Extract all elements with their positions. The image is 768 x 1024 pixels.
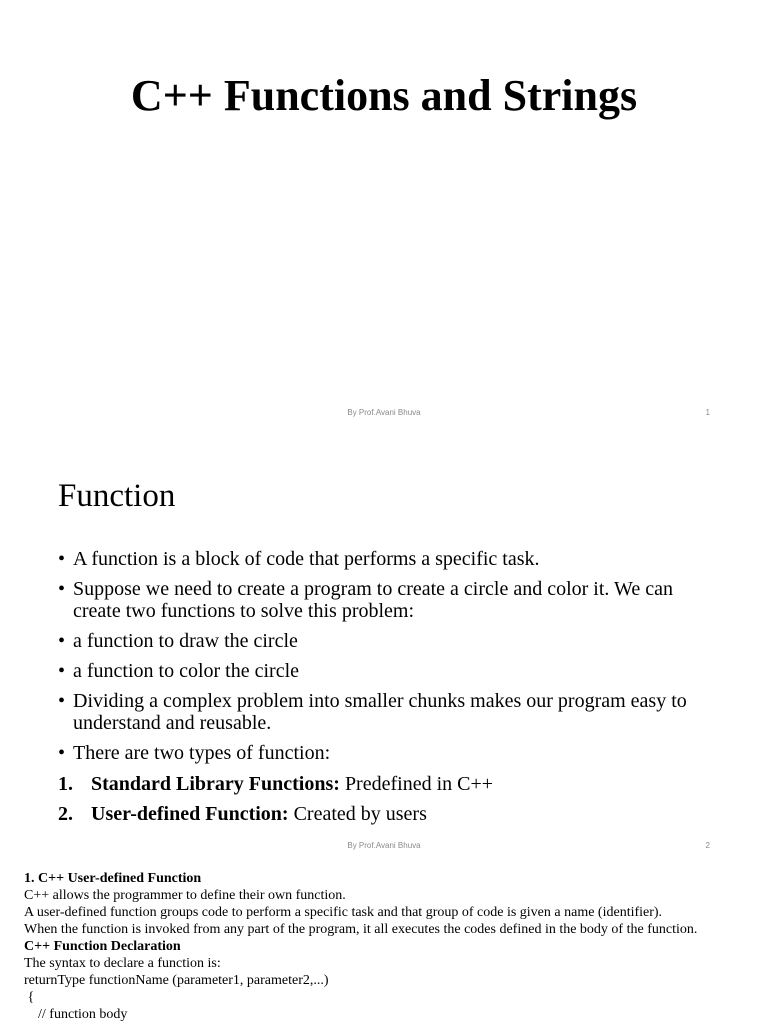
- slide-heading: Function: [58, 478, 176, 514]
- bullet-item: • A function is a block of code that performs a specific task.: [58, 548, 540, 570]
- slide-footer-author: By Prof.Avani Bhuva: [347, 408, 421, 417]
- slide-3: [0, 866, 768, 1024]
- code-line: {: [24, 990, 35, 1005]
- item-term: Standard Library Functions:: [91, 773, 340, 795]
- numbered-item: [58, 803, 708, 825]
- paragraph-line: C++ allows the programmer to define their own function.: [24, 888, 346, 903]
- slide-1: [0, 0, 768, 433]
- bullet-item: • Dividing a complex problem into smaller chunks makes our program easy to understand and reusable.: [58, 690, 687, 734]
- slide-title: C++ Functions and Strings: [130, 71, 638, 120]
- slide-page-number: 2: [705, 841, 710, 850]
- slide-2: [0, 433, 768, 866]
- code-line: // function body: [24, 1007, 128, 1022]
- bullet-icon: •: [58, 630, 66, 652]
- code-line: returnType functionName (parameter1, parameter2,...): [24, 973, 329, 988]
- paragraph-line: When the function is invoked from any part of the program, it all executes the codes defined in the body of the function.: [24, 922, 698, 937]
- numbered-item: [58, 773, 708, 795]
- section-heading: 1. C++ User-defined Function: [24, 871, 202, 886]
- bullet-item: • a function to draw the circle: [58, 630, 298, 652]
- item-description: Predefined in C++: [339, 773, 494, 795]
- numbered-list: [58, 773, 708, 833]
- bullet-list: [58, 548, 708, 772]
- bullet-icon: •: [58, 690, 66, 712]
- paragraph-line: A user-defined function groups code to perform a specific task and that group of code is given a name (identifier).: [24, 905, 663, 920]
- item-description: Created by users: [288, 803, 427, 825]
- bullet-icon: •: [58, 660, 66, 682]
- bullet-icon: •: [58, 548, 66, 570]
- item-term: User-defined Function:: [91, 803, 289, 825]
- slide-page-number: 1: [705, 408, 710, 417]
- section-heading: C++ Function Declaration: [24, 939, 181, 954]
- paragraph-line: The syntax to declare a function is:: [24, 956, 221, 971]
- bullet-icon: •: [58, 742, 66, 764]
- bullet-item: • Suppose we need to create a program to create a circle and color it. We can create two functions to solve this problem:: [58, 578, 673, 622]
- bullet-icon: •: [58, 578, 66, 600]
- document-text: [24, 870, 744, 1023]
- bullet-item: • There are two types of function:: [58, 742, 331, 764]
- slide-footer-author: By Prof.Avani Bhuva: [347, 841, 421, 850]
- bullet-item: • a function to color the circle: [58, 660, 300, 682]
- item-number: 2.: [58, 803, 73, 825]
- item-number: 1.: [58, 773, 73, 795]
